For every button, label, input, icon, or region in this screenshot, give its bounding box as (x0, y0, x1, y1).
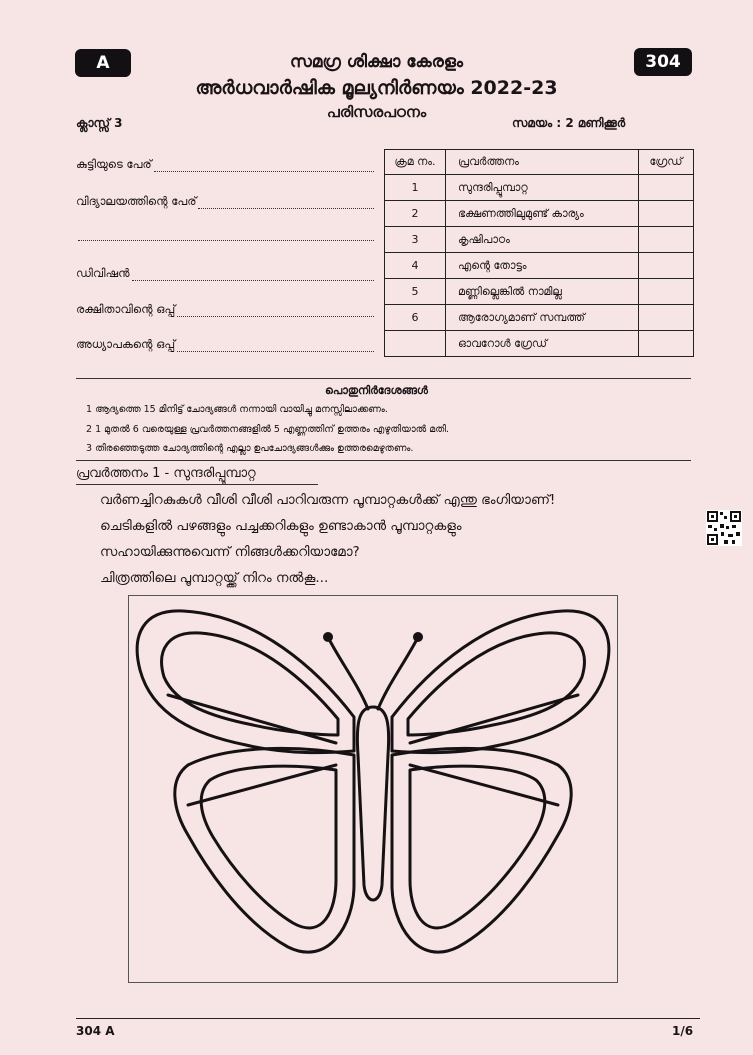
table-row (385, 253, 694, 279)
dotted-line (154, 161, 374, 172)
activity-text-line: വർണച്ചിറകുകൾ വീശി വീശി പാറിവരുന്ന പൂമ്പാറ്റകൾക്ക് എന്തു ഭംഗിയാണ്! (100, 492, 556, 508)
activity-text-line: ചിത്രത്തിലെ പൂമ്പാറ്റയ്ക്ക് നിറം നൽകൂ... (100, 570, 329, 586)
exam-title: അർധവാർഷിക മൂല്യനിർണയം 2022-23 (195, 77, 558, 99)
row-activity: കൃഷിപാഠം (446, 227, 639, 253)
school-name-label: വിദ്യാലയത്തിന്റെ പേര് (76, 194, 197, 208)
footer-page-number: 1/6 (672, 1024, 694, 1038)
row-no: 4 (385, 253, 446, 279)
code-badge: 304 (634, 48, 692, 76)
row-grade-cell (639, 227, 694, 253)
table-row (385, 305, 694, 331)
division-label: ഡിവിഷൻ (76, 266, 130, 280)
time-label: സമയം : 2 മണിക്കൂർ (512, 116, 626, 130)
instruction-item: 2 1 മുതൽ 6 വരെയുള്ള പ്രവർത്തനങ്ങളിൽ 5 എണ്ണത്തിന് ഉത്തരം എഴുതിയാൽ മതി. (86, 424, 450, 435)
row-no: 1 (385, 175, 446, 201)
row-grade-cell (639, 201, 694, 227)
row-no: 3 (385, 227, 446, 253)
butterfly-outline-icon (128, 595, 618, 983)
row-no (385, 331, 446, 357)
row-activity: എന്റെ തോട്ടം (446, 253, 639, 279)
row-activity: ആരോഗ്യമാണ് സമ്പത്ത് (446, 305, 639, 331)
overall-grade-cell (639, 331, 694, 357)
row-no: 6 (385, 305, 446, 331)
instructions-divider-top (76, 378, 691, 379)
overall-grade-label: ഓവറോൾ ഗ്രേഡ് (446, 331, 639, 357)
activity-title: പ്രവർത്തനം 1 - സുന്ദരിപ്പൂമ്പാറ്റ (76, 466, 256, 481)
dotted-line (177, 306, 374, 317)
col-header-grade: ഗ്രേഡ് (639, 150, 694, 175)
school-name-field (76, 194, 374, 209)
dotted-line (132, 270, 374, 281)
activity-text-line: ചെടികളിൽ പഴങ്ങളും പച്ചക്കറികളും ഉണ്ടാകാൻ പൂമ്പാറ്റകളും (100, 518, 462, 534)
table-row (385, 175, 694, 201)
dotted-line (78, 230, 374, 241)
row-grade-cell (639, 175, 694, 201)
activity-title-underline (76, 484, 318, 485)
qr-code-icon (706, 510, 742, 546)
org-title: സമഗ്ര ശിക്ഷാ കേരളം (289, 52, 464, 72)
student-name-field (76, 157, 374, 172)
instructions-title: പൊതുനിർദേശങ്ങൾ (325, 384, 428, 397)
row-no: 5 (385, 279, 446, 305)
table-row (385, 279, 694, 305)
student-name-label: കുട്ടിയുടെ പേര് (76, 157, 152, 171)
row-grade-cell (639, 279, 694, 305)
class-label: ക്ലാസ്സ് 3 (76, 116, 123, 130)
division-field (76, 266, 374, 281)
row-activity: ഭക്ഷണത്തിലുമുണ്ട് കാര്യം (446, 201, 639, 227)
table-row (385, 227, 694, 253)
instruction-item: 1 ആദ്യത്തെ 15 മിനിട്ട് ചോദ്യങ്ങൾ നന്നായി വായിച്ചു മനസ്സിലാക്കണം. (86, 404, 388, 415)
teacher-sign-field (76, 337, 374, 352)
subject-title: പരിസരപഠനം (326, 103, 427, 121)
instructions-divider-bottom (76, 460, 691, 461)
row-activity: സുന്ദരിപ്പൂമ്പാറ്റ (446, 175, 639, 201)
table-row (385, 201, 694, 227)
parent-sign-label: രക്ഷിതാവിന്റെ ഒപ്പ് (76, 302, 176, 316)
row-no: 2 (385, 201, 446, 227)
table-header-row (385, 150, 694, 175)
parent-sign-field (76, 302, 374, 317)
activity-text-line: സഹായിക്കുന്നുവെന്ന് നിങ്ങൾക്കറിയാമോ? (100, 544, 360, 560)
row-activity: മണ്ണില്ലെങ്കിൽ നാമില്ല (446, 279, 639, 305)
dotted-line (177, 341, 374, 352)
row-grade-cell (639, 253, 694, 279)
teacher-sign-label: അധ്യാപകന്റെ ഒപ്പ് (76, 337, 176, 351)
footer-divider (76, 1018, 700, 1019)
set-badge: A (75, 49, 131, 77)
footer-code: 304 A (76, 1024, 115, 1038)
row-grade-cell (639, 305, 694, 331)
col-header-no: ക്രമ നം. (385, 150, 446, 175)
grade-table (384, 149, 694, 357)
table-row-overall (385, 331, 694, 357)
school-name-line-2 (76, 230, 374, 241)
dotted-line (198, 198, 374, 209)
col-header-activity: പ്രവർത്തനം (446, 150, 639, 175)
instruction-item: 3 തിരഞ്ഞെടുത്ത ചോദ്യത്തിന്റെ എല്ലാ ഉപചോദ്യങ്ങൾക്കും ഉത്തരമെഴുതണം. (86, 443, 414, 454)
